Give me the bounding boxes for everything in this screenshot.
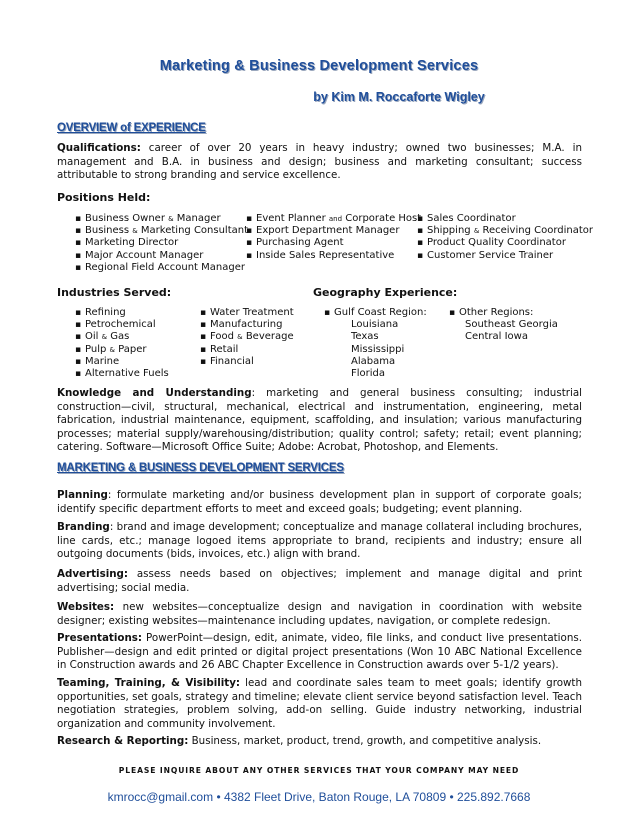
service-text: Business, market, product, trend, growth, and competitive analysis.: [188, 735, 542, 747]
list-item: ▪ Oil & Gas: [75, 331, 169, 343]
service-websites: [57, 601, 582, 628]
list-item: ▪ Retail: [200, 344, 294, 356]
service-text: : brand and image development; conceptualize and manage collateral including brochures, line cards, etc.; manage logoed items appropriate to brand, recipients and industry; ensure all outgoing documents (bids, invoices, etc.) align with brand.: [57, 521, 582, 560]
positions-list-2: [246, 213, 421, 262]
list-item: Mississippi: [351, 343, 405, 355]
list-item: ▪ Export Department Manager: [246, 225, 421, 237]
gulf-region-list: [324, 307, 427, 380]
industries-list-2: [200, 307, 294, 368]
list-item: ▪ Other Regions: Southeast Georgia Central Iowa: [449, 307, 558, 344]
list-item: ▪ Purchasing Agent: [246, 237, 421, 249]
qualifications-label: Qualifications:: [57, 142, 141, 154]
knowledge-paragraph: [57, 387, 582, 455]
list-item: ▪ Alternative Fuels: [75, 368, 169, 380]
service-label: Presentations:: [57, 632, 143, 644]
inquiry-note: PLEASE INQUIRE ABOUT ANY OTHER SERVICES THAT YOUR COMPANY MAY NEED: [118, 766, 520, 775]
list-item: ▪ Marine: [75, 356, 169, 368]
list-item: ▪ Shipping & Receiving Coordinator: [417, 225, 593, 237]
list-item: ▪ Gulf Coast Region: Louisiana Texas Mississippi Alabama Florida: [324, 307, 427, 380]
list-item: Florida: [351, 368, 386, 380]
service-text: new websites—conceptualize design and navigation in coordination with website designer; existing websites—maintenance including updates, navigation, or complete redesign.: [57, 601, 582, 627]
service-planning: [57, 489, 582, 516]
author-byline: by Kim M. Roccaforte Wigley: [313, 90, 485, 104]
list-item: ▪ Major Account Manager: [75, 250, 248, 262]
knowledge-text: : marketing and general business consulting; industrial construction—civil, structural, mechanical, electrical and instrumentation, engineering, metal fabrication, industrial maintenance, equipment, scaffolding, and insulation; various manufacturing processes; material supply/warehousing/distribution; quality control; safety; retail; event planning; catering. Software—Microsoft Office Suite; Adobe: Acrobat, Photoshop, and Elements.: [57, 387, 582, 453]
service-branding: [57, 521, 582, 562]
list-item: ▪ Refining: [75, 307, 169, 319]
service-label: Teaming, Training, & Visibility:: [57, 677, 241, 689]
industries-label: Industries Served:: [57, 286, 172, 299]
list-item: ▪ Event Planner and Corporate Host: [246, 213, 421, 225]
list-item: ▪ Petrochemical: [75, 319, 169, 331]
service-text: assess needs based on objectives; implement and manage digital and print advertising; social media.: [57, 568, 582, 594]
list-item: ▪ Regional Field Account Manager: [75, 262, 248, 274]
qualifications-text: career of over 20 years in heavy industry; owned two businesses; M.A. in management and B.A. in business and design; business and marketing consultant; success attributable to strong branding and service excellence.: [57, 142, 582, 181]
other-region-list: [449, 307, 558, 344]
list-item: ▪ Customer Service Trainer: [417, 250, 593, 262]
industries-list-1: [75, 307, 169, 380]
list-item: ▪ Food & Beverage: [200, 331, 294, 343]
list-item: Southeast Georgia: [465, 319, 558, 331]
service-label: Research & Reporting:: [57, 735, 189, 747]
list-item: Louisiana: [351, 319, 399, 331]
service-teaming: [57, 677, 582, 731]
service-presentations: [57, 632, 582, 673]
list-item: ▪ Product Quality Coordinator: [417, 237, 593, 249]
list-item: Central Iowa: [465, 331, 528, 343]
list-item: ▪ Marketing Director: [75, 237, 248, 249]
service-label: Advertising:: [57, 568, 129, 580]
list-item: ▪ Manufacturing: [200, 319, 294, 331]
service-text: lead and coordinate sales team to meet goals; identify growth opportunities, set goals, strategy and timeline; elevate client service beyond satisfaction level. Teach negotiation strategies, problem solving, add-on selling. Guide industry networking, industrial organization and community involvement.: [57, 677, 582, 730]
list-item: ▪ Inside Sales Representative: [246, 250, 421, 262]
service-advertising: [57, 568, 582, 595]
document-title: Marketing & Business Development Services: [159, 58, 479, 74]
service-label: Websites:: [57, 601, 115, 613]
list-item: ▪ Water Treatment: [200, 307, 294, 319]
knowledge-label: Knowledge and Understanding: [57, 387, 252, 399]
service-label: Planning: [57, 489, 108, 501]
list-item: Alabama: [351, 355, 396, 367]
service-research: [57, 735, 582, 749]
positions-label: Positions Held:: [57, 191, 151, 204]
list-item: ▪ Sales Coordinator: [417, 213, 593, 225]
overview-heading: OVERVIEW of EXPERIENCE: [57, 122, 206, 134]
list-item: ▪ Business Owner & Manager: [75, 213, 248, 225]
list-item: ▪ Pulp & Paper: [75, 344, 169, 356]
contact-line: kmrocc@gmail.com • 4382 Fleet Drive, Baton Rouge, LA 70809 • 225.892.7668: [107, 790, 531, 804]
service-text: : formulate marketing and/or business development plan in support of corporate goals; identify specific department efforts to meet and exceed goals; budgeting; event planning.: [57, 489, 582, 515]
qualifications-paragraph: [57, 142, 582, 183]
service-label: Branding: [57, 521, 110, 533]
list-item: ▪ Business & Marketing Consultant: [75, 225, 248, 237]
list-item: Texas: [351, 331, 379, 343]
services-heading: MARKETING & BUSINESS DEVELOPMENT SERVICES: [57, 462, 344, 474]
positions-list-3: [417, 213, 593, 262]
positions-list-1: [75, 213, 248, 274]
list-item: ▪ Financial: [200, 356, 294, 368]
service-text: PowerPoint—design, edit, animate, video, file links, and conduct live presentations. Publisher—design and edit printed or digital project presentations (Won 10 ABC National Excellence in Construction awards and 26 ABC Chapter Excellence in Construction awards over 5-1/2 years).: [57, 632, 582, 671]
geography-label: Geography Experience:: [313, 286, 458, 299]
